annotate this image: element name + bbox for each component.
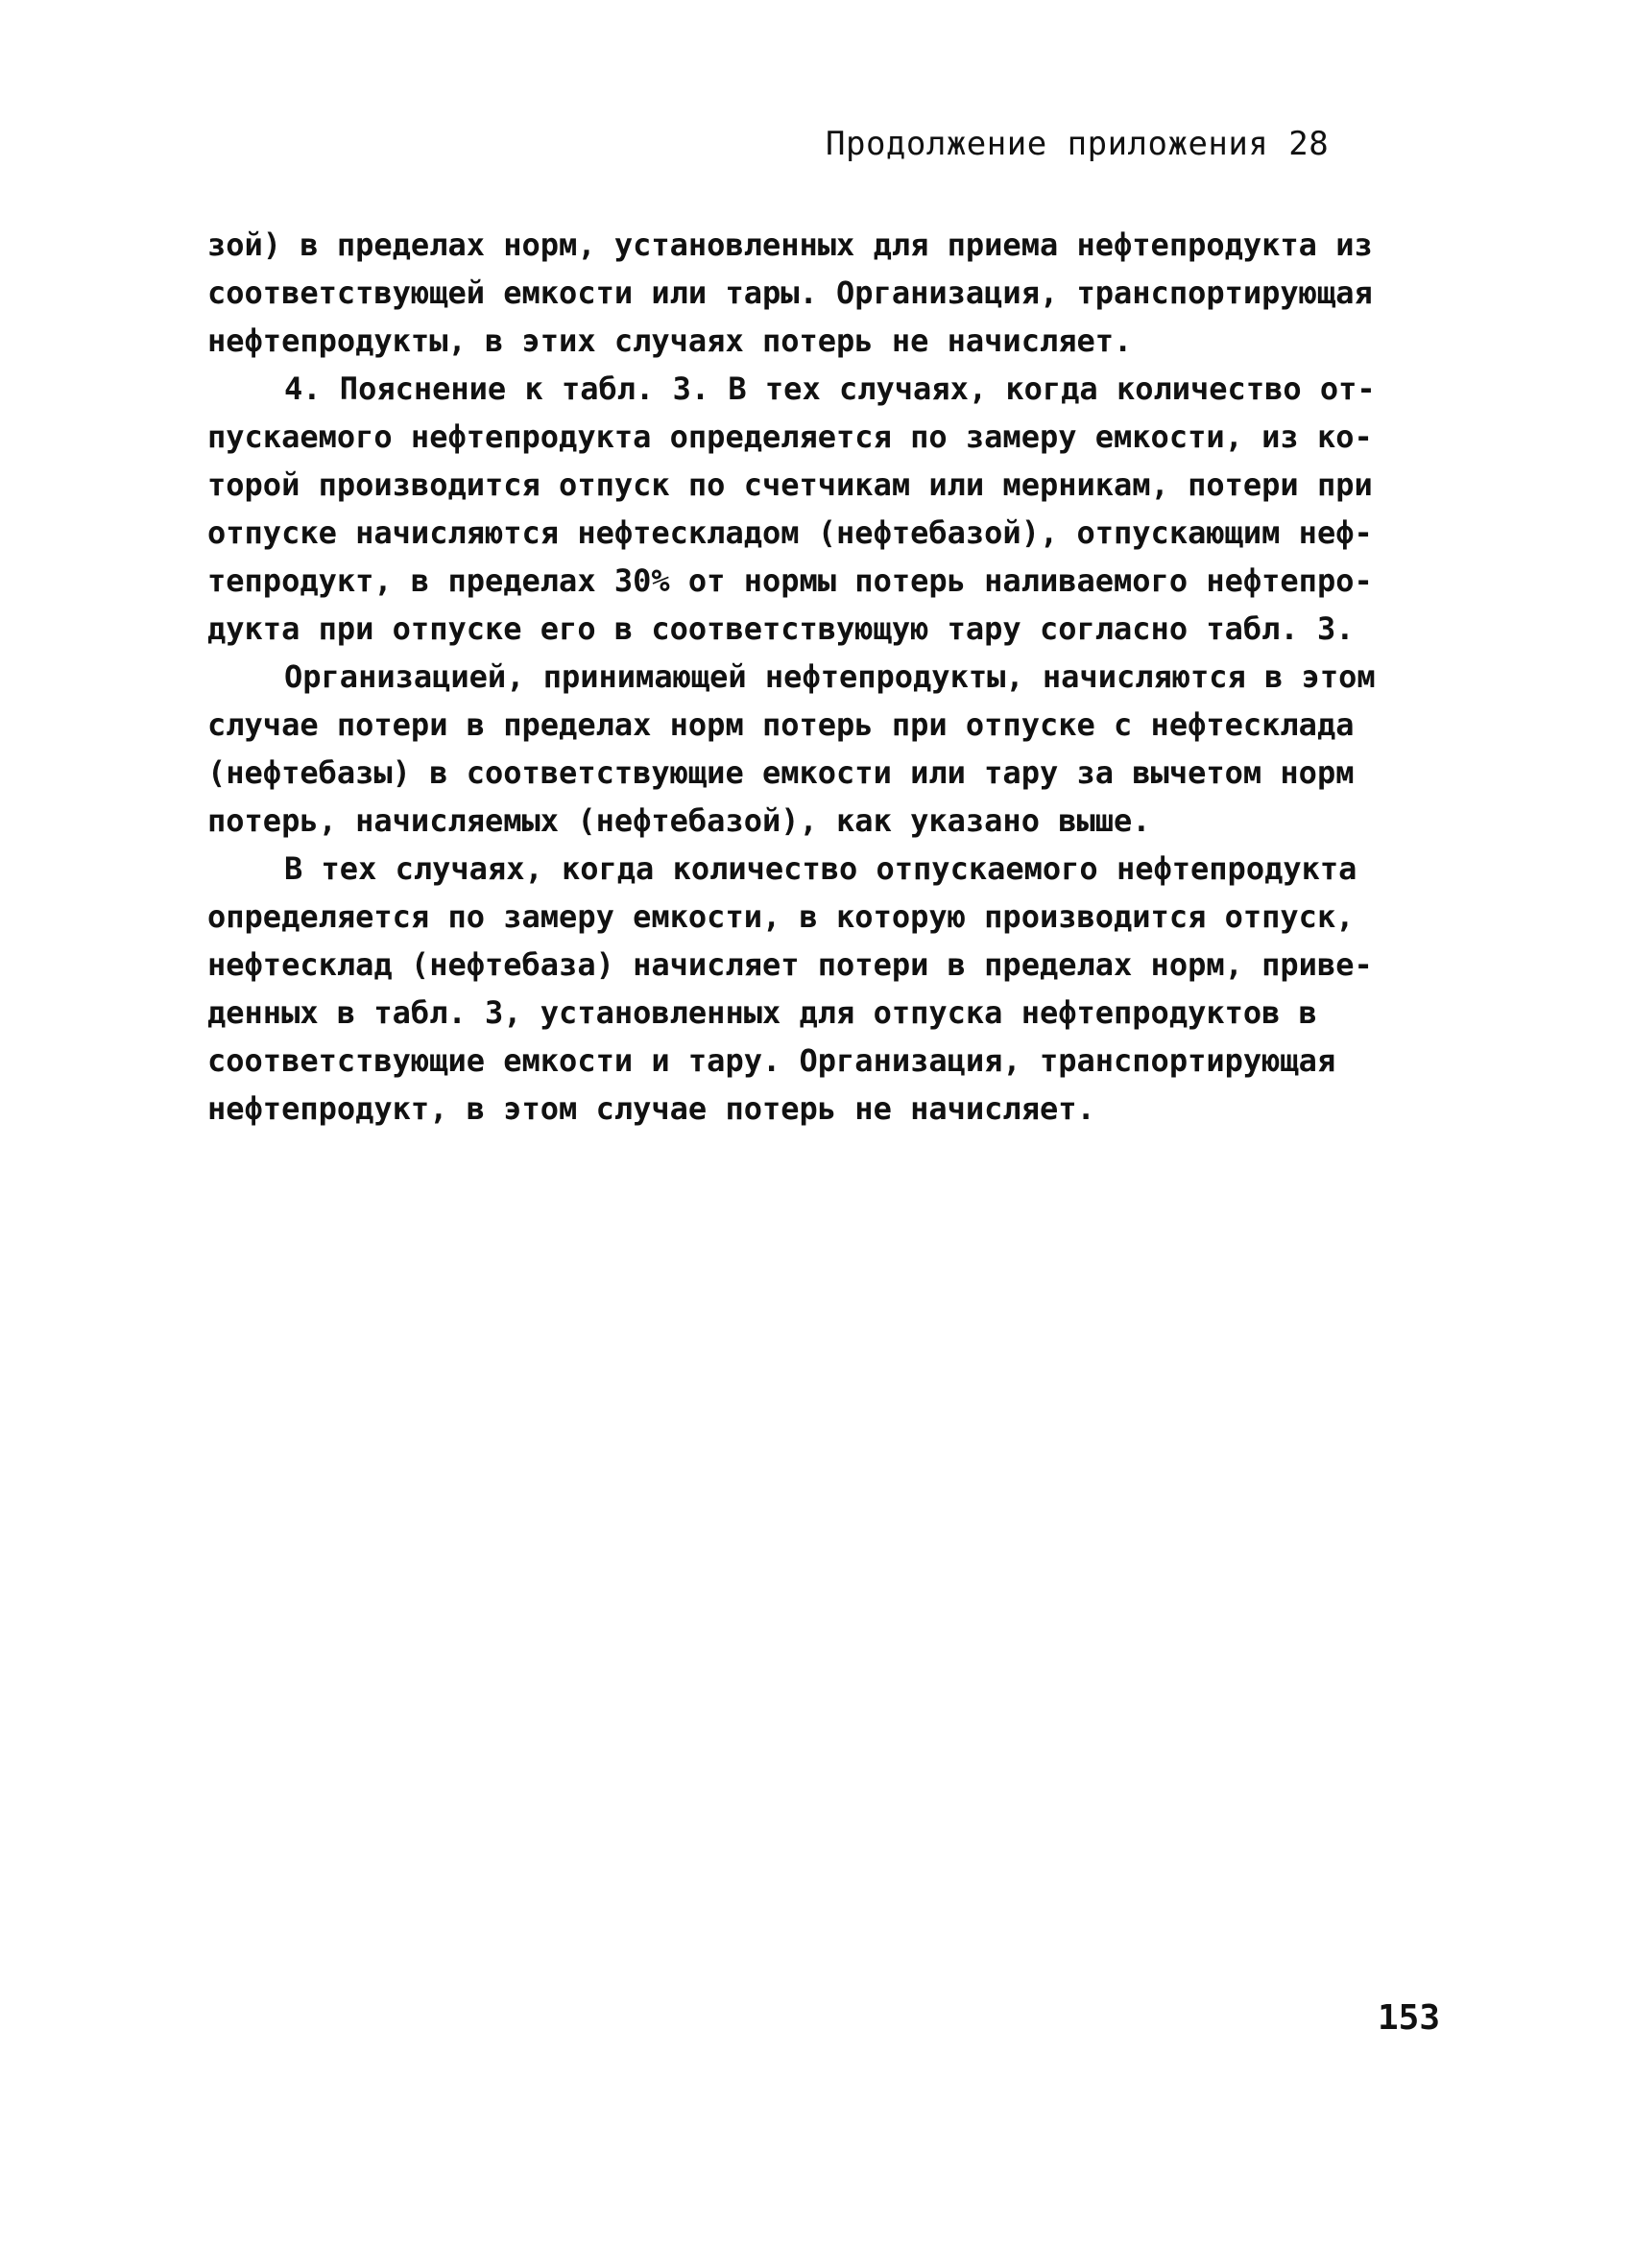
text-line: соответствующие емкости и тару. Организация, транспортирующая (207, 1042, 1336, 1079)
text-line: пускаемого нефтепродукта определяется по замеру емкости, из ко- (207, 418, 1373, 455)
text-line: денных в табл. 3, установленных для отпуска нефтепродуктов в (207, 994, 1317, 1031)
paragraph-start-line: 4. Пояснение к табл. 3. В тех случаях, когда количество от- (284, 370, 1376, 407)
body-text (207, 221, 1446, 1133)
text-line: нефтесклад (нефтебаза) начисляет потери в пределах норм, приве- (207, 946, 1373, 983)
page-number: 153 (1378, 1998, 1441, 2038)
text-line: (нефтебазы) в соответствующие емкости или тару за вычетом норм (207, 754, 1355, 791)
paragraph-start-line: В тех случаях, когда количество отпускаемого нефтепродукта (284, 850, 1357, 887)
text-line: отпуске начисляются нефтескладом (нефтебазой), отпускающим неф- (207, 514, 1373, 551)
text-line: нефтепродукты, в этих случаях потерь не начисляет. (207, 322, 1133, 359)
text-line: дукта при отпуске его в соответствующую тару согласно табл. 3. (207, 610, 1355, 647)
text-line: тепродукт, в пределах 30% от нормы потерь наливаемого нефтепро- (207, 562, 1373, 599)
text-line: случае потери в пределах норм потерь при отпуске с нефтесклада (207, 706, 1355, 743)
paragraph-start-line: Организацией, принимающей нефтепродукты, начисляются в этом (284, 658, 1376, 695)
text-line: торой производится отпуск по счетчикам или мерникам, потери при (207, 466, 1373, 503)
text-line: нефтепродукт, в этом случае потерь не начисляет. (207, 1090, 1095, 1127)
text-line: зой) в пределах норм, установленных для приема нефтепродукта из (207, 227, 1373, 263)
text-line: соответствующей емкости или тары. Организация, транспортирующая (207, 275, 1373, 311)
text-line: определяется по замеру емкости, в которую производится отпуск, (207, 898, 1355, 935)
text-line: потерь, начисляемых (нефтебазой), как указано выше. (207, 802, 1151, 839)
page-header: Продолжение приложения 28 (826, 125, 1330, 163)
